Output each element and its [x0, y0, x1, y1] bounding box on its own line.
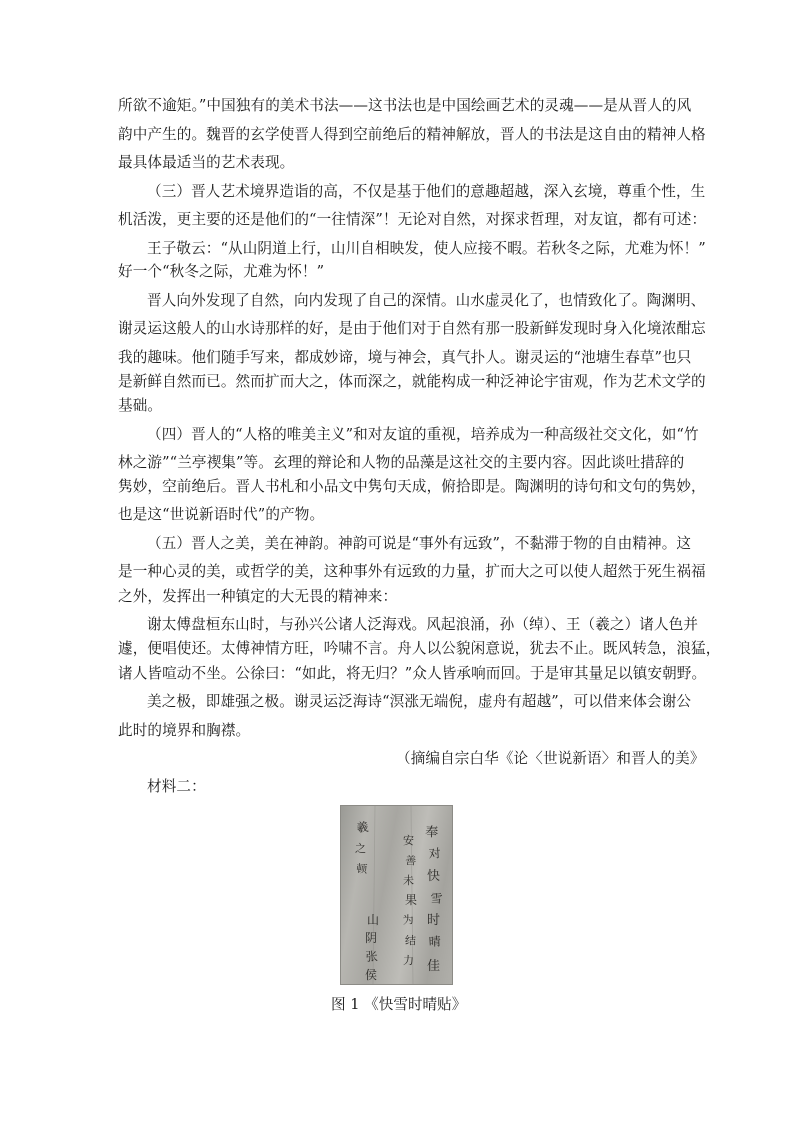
calligraphy-glyph: 之 [355, 842, 366, 855]
body-line: 王子敬云：“从山阴道上行，山川自相映发，使人应接不暇。若秋冬之际，尤难为怀！” [147, 240, 706, 257]
calligraphy-glyph: 果 [405, 893, 418, 907]
calligraphy-glyph: 未 [403, 874, 414, 887]
calligraphy-glyph: 顿 [355, 862, 368, 876]
calligraphy-glyph: 侯 [365, 968, 378, 982]
calligraphy-glyph: 晴 [428, 934, 442, 949]
body-line: 是一种心灵的美，或哲学的美，这种事外有远致的力量，扩而大之可以使人超然于死生祸福 [118, 563, 706, 580]
body-line: 韵中产生的。魏晋的玄学使晋人得到空前绝后的精神解放，晋人的书法是这自由的精神人格 [118, 126, 706, 143]
source-attribution: （摘编自宗白华《论〈世说新语〉和晋人的美》 [396, 750, 705, 767]
body-line: 遽，便唱使还。太傅神情方旺，吟啸不言。舟人以公貌闲意说，犹去不止。既风转急，浪猛， [118, 640, 721, 657]
calligraphy-glyph: 阴 [365, 931, 378, 945]
calligraphy-glyph: 为 [402, 913, 415, 927]
body-line: 谢太傅盘桓东山时，与孙兴公诸人泛海戏。风起浪涌，孙（绰）、王（羲之）诸人色并 [147, 616, 699, 633]
calligraphy-glyph: 羲 [355, 819, 370, 835]
calligraphy-image [340, 805, 453, 985]
body-line: 之外，发挥出一种镇定的大无畏的精神来： [118, 588, 398, 605]
calligraphy-glyph: 安 [403, 834, 414, 847]
body-line: 最具体最适当的艺术表现。 [118, 154, 295, 171]
calligraphy-glyph: 快 [427, 869, 441, 884]
body-line: 基础。 [118, 397, 163, 414]
figure-caption: 图 1 《快雪时晴贴》 [331, 996, 467, 1013]
body-line: 隽妙，空前绝后。晋人书札和小品文中隽句天成，俯拾即是。陶渊明的诗句和文句的隽妙， [118, 478, 706, 495]
calligraphy-glyph: 佳 [427, 959, 441, 974]
calligraphy-glyph: 奉 [424, 825, 439, 841]
body-line: 谢灵运这般人的山水诗那样的好，是由于他们对于自然有那一股新鲜发现时身入化境浓酣忘 [118, 320, 706, 337]
body-line: 机活泼，更主要的还是他们的“一往情深”！无论对自然，对探求哲理，对友谊，都有可述： [118, 211, 707, 228]
body-line: 林之游”“兰亭禊集”等。玄理的辩论和人物的品藻是这社交的主要内容。因此谈吐措辞的 [118, 454, 685, 471]
body-line: 我的趣味。他们随手写来，都成妙谛，境与神会，真气扑人。谢灵运的“池塘生春草”也只 [118, 349, 692, 366]
body-line: 美之极，即雄强之极。谢灵运泛海诗“溟涨无端倪，虚舟有超越”，可以借来体会谢公 [147, 693, 692, 710]
body-line: （四）晋人的“人格的唯美主义”和对友谊的重视，培养成为一种高级社交文化，如“竹 [147, 426, 699, 443]
calligraphy-drawing [341, 806, 452, 984]
body-line: 好一个“秋冬之际，尤难为怀！” [118, 263, 325, 280]
body-line: 诸人皆喧动不坐。公徐曰：“如此，将无归？”众人皆承响而回。于是审其量足以镇安朝野。 [118, 665, 707, 682]
body-line: 也是这“世说新语时代”的产物。 [118, 506, 325, 523]
calligraphy-glyph: 善 [404, 854, 417, 868]
calligraphy-glyph: 力 [403, 954, 414, 967]
calligraphy-glyph: 山 [367, 913, 380, 927]
calligraphy-glyph: 雪 [429, 891, 443, 907]
calligraphy-glyph: 时 [427, 913, 441, 928]
calligraphy-glyph: 张 [365, 949, 379, 964]
calligraphy-glyph: 结 [405, 934, 416, 947]
body-line: 此时的境界和胸襟。 [118, 722, 251, 739]
body-line: （五）晋人之美，美在神韵。神韵可说是“事外有远致”，不黏滞于物的自由精神。这 [147, 535, 692, 552]
calligraphy-glyph: 对 [428, 846, 442, 861]
body-line: （三）晋人艺术境界造诣的高，不仅是基于他们的意趣超越，深入玄境，尊重个性，生 [147, 183, 706, 200]
body-line: 是新鲜自然而已。然而扩而大之，体而深之，就能构成一种泛神论宇宙观，作为艺术文学的 [118, 373, 706, 390]
body-line: 所欲不逾矩。”中国独有的美术书法——这书法也是中国绘画艺术的灵魂——是从晋人的风 [118, 97, 692, 114]
body-line: 晋人向外发现了自然，向内发现了自己的深情。山水虚灵化了，也情致化了。陶渊明、 [147, 292, 706, 309]
section-label: 材料二： [147, 778, 206, 795]
